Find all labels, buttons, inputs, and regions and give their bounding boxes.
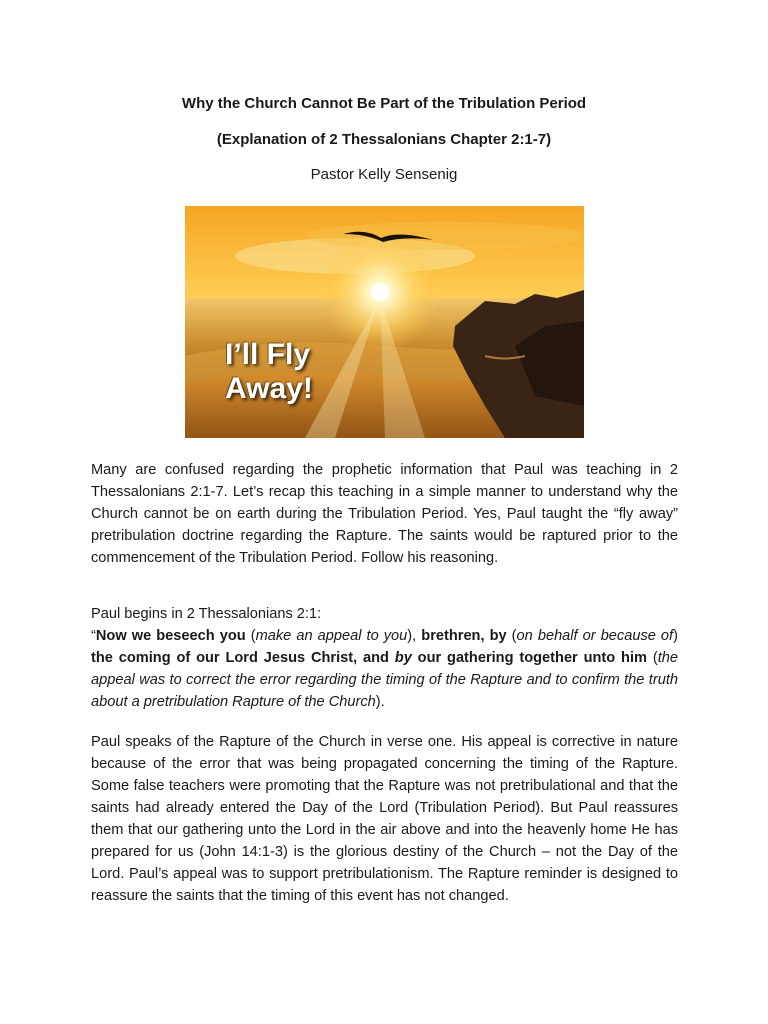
image-caption [225, 338, 313, 406]
paragraph-verse-intro: Paul begins in 2 Thessalonians 2:1: [91, 606, 322, 622]
verse-segment: ), [407, 628, 422, 644]
document-subtitle: (Explanation of 2 Thessalonians Chapter 2:1-7) [216, 131, 552, 148]
paragraph-explanation: Paul speaks of the Rapture of the Church in verse one. His appeal is corrective in nature because of the error that was being propagated concerning the timing of the Rapture. Some false teachers were promoting that the Rapture was not pretribulational and that the saints had already entered the Day of the Lord (Tribulation Period). But Paul reassures them that our gathering unto the Lord in the air above and into the heavenly home He has prepared for us (John 14:1-3) is the glorious destiny of the Church – not the Day of the Lord. Paul’s appeal was to support pretribulationism. The Rapture reminder is designed to reassure the saints that the timing of this event has not changed. [91, 734, 678, 904]
verse-segment: ) [673, 628, 678, 644]
verse-open-quote: “ [91, 628, 96, 644]
document-title: Why the Church Cannot Be Part of the Tribulation Period [181, 95, 587, 112]
caption-line-1: I’ll Fly [225, 338, 311, 371]
verse-segment: make an appeal to you [255, 628, 408, 644]
verse-quote [91, 625, 678, 713]
verse-segment: ( [245, 628, 256, 644]
verse-segment: our gathering together unto him [411, 650, 647, 666]
author-line: Pastor Kelly Sensenig [310, 166, 458, 183]
verse-segment: the coming of our Lord Jesus Christ, and [91, 650, 395, 666]
verse-segment: Now we beseech you [95, 628, 246, 644]
paragraph-intro: Many are confused regarding the prophetic information that Paul was teaching in 2 Thessalonians 2:1-7. Let’s recap this teaching in a simple manner to understand why the Church cannot be on earth during the Tribulation Period. Yes, Paul taught the “fly away” pretribulation doctrine regarding the Rapture. The saints would be raptured prior to the commencement of the Tribulation Period. Follow his reasoning. [91, 462, 678, 566]
sunset-image [185, 206, 584, 438]
verse-segment: brethren, by [421, 628, 507, 644]
verse-segment: ( [646, 650, 658, 666]
verse-segment: the appeal was to correct the error regarding the timing of the Rapture and to confirm the truth about a pretribulation Rapture of the Church [91, 650, 678, 710]
verse-segment: on behalf or because of [516, 628, 674, 644]
caption-line-2: Away! [225, 372, 313, 405]
verse-segment: by [394, 650, 412, 666]
verse-segment: ). [375, 694, 385, 710]
verse-segment: ( [506, 628, 517, 644]
